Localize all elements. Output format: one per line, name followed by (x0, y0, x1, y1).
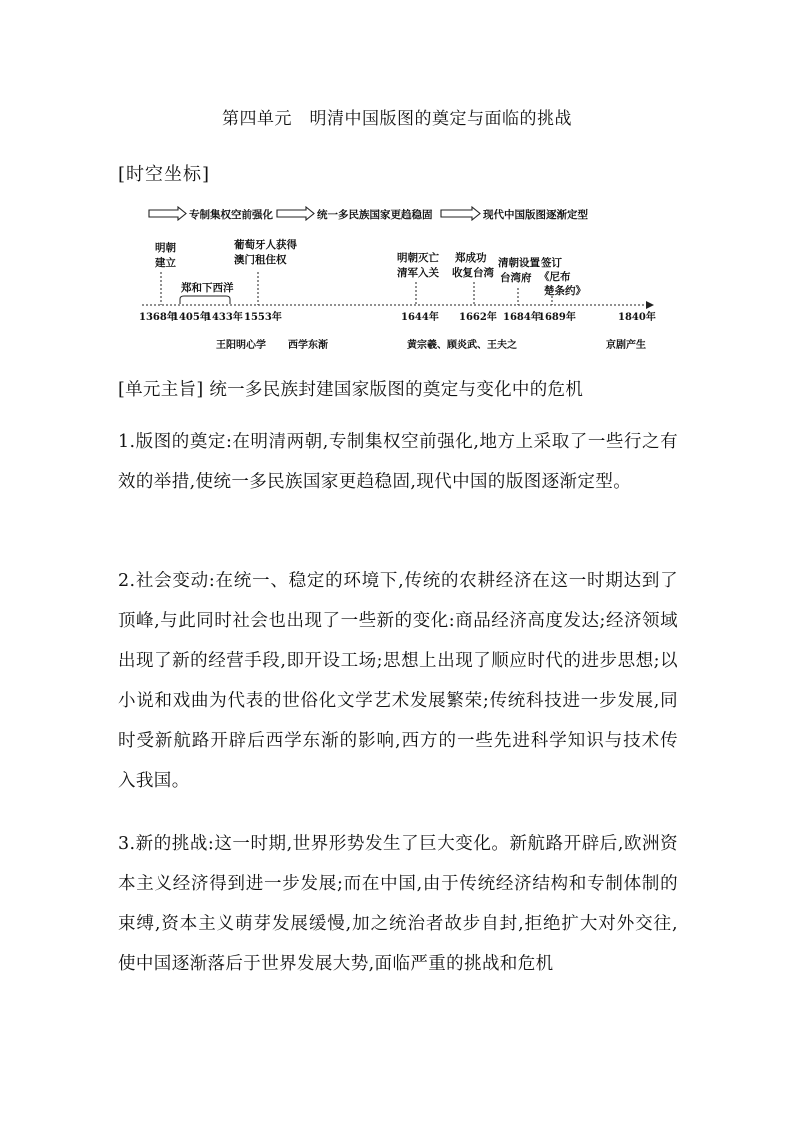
event-zhenghe: 郑和下西洋 (181, 282, 234, 294)
year-label: 1684年 (503, 312, 541, 323)
axis-arrow-icon (646, 301, 654, 309)
culture-label: 黄宗羲、顾炎武、王夫之 (407, 340, 517, 351)
phase-label: 专制集权空前强化 (189, 209, 273, 221)
phase-label: 统一多民族国家更趋稳固 (317, 209, 433, 221)
culture-label: 王阳明心学 (216, 340, 266, 351)
unit-theme: [单元主旨] 统一多民族封建国家版图的奠定与变化中的危机 (118, 380, 584, 400)
event-ming-founded: 建立 (155, 257, 176, 269)
event-nerchinsk: 《尼布 (539, 271, 571, 283)
zhenghe-bracket (180, 296, 230, 304)
phase-arrow-icon (277, 207, 314, 220)
event-macau: 澳门租住权 (234, 254, 287, 266)
culture-label: 京剧产生 (606, 340, 646, 351)
event-nerchinsk: 楚条约》 (544, 285, 586, 297)
year-label: 1553年 (244, 312, 282, 323)
phase-label: 现代中国版图逐渐定型 (483, 209, 588, 221)
year-label: 1662年 (459, 312, 497, 323)
event-taiwan: 郑成功 (455, 252, 487, 264)
event-nerchinsk: 签订 (541, 257, 562, 269)
event-macau: 葡萄牙人获得 (234, 239, 297, 251)
event-taiwan-fu: 清朝设置 (498, 257, 540, 269)
event-ming-fall: 明朝灭亡 (397, 252, 439, 264)
paragraph-new-challenges: 3.新的挑战:这一时期,世界形势发生了巨大变化。新航路开辟后,欧洲资本主义经济得到进一步发展;而在中国,由于传统经济结构和专制体制的束缚,资本主义萌芽发展缓慢,加之统治者故步自封,拒绝扩大对外交往,使中国逐渐落后于世界发展大势,面临严重的挑战和危机 (118, 834, 678, 974)
paragraph-territory: 1.版图的奠定:在明清两朝,专制集权空前强化,地方上采取了一些行之有效的举措,使统一多民族国家更趋稳固,现代中国的版图逐渐定型。 (118, 432, 678, 492)
timeline-heading: [时空坐标] (118, 164, 211, 185)
year-label: 1368年 (139, 312, 177, 323)
event-taiwan-fu: 台湾府 (500, 272, 532, 284)
year-label: 1689年 (538, 312, 576, 323)
event-taiwan: 收复台湾 (452, 267, 494, 279)
page-title: 第四单元 明清中国版图的奠定与面临的挑战 (222, 109, 572, 129)
year-label: 1405年 (172, 312, 210, 323)
culture-label: 西学东渐 (288, 340, 328, 351)
year-label: 1644年 (401, 312, 439, 323)
paragraph-social-change: 2.社会变动:在统一、稳定的环境下,传统的农耕经济在这一时期达到了顶峰,与此同时社会也出现了一些新的变化:商品经济高度发达;经济领域出现了新的经营手段,即开设工场;思想上出现了顺应时代的进步思想;以小说和戏曲为代表的世俗化文学艺术发展繁荣;传统科技进一步发展,同时受新航路开辟后西学东渐的影响,西方的一些先进科学知识与技术传入我国。 (118, 571, 678, 791)
year-label: 1433年 (205, 312, 243, 323)
year-label: 1840年 (618, 312, 656, 323)
phase-arrow-icon (149, 207, 186, 220)
phase-arrow-icon (441, 207, 480, 220)
event-ming-founded: 明朝 (155, 242, 176, 254)
event-ming-fall: 清军入关 (397, 267, 439, 279)
